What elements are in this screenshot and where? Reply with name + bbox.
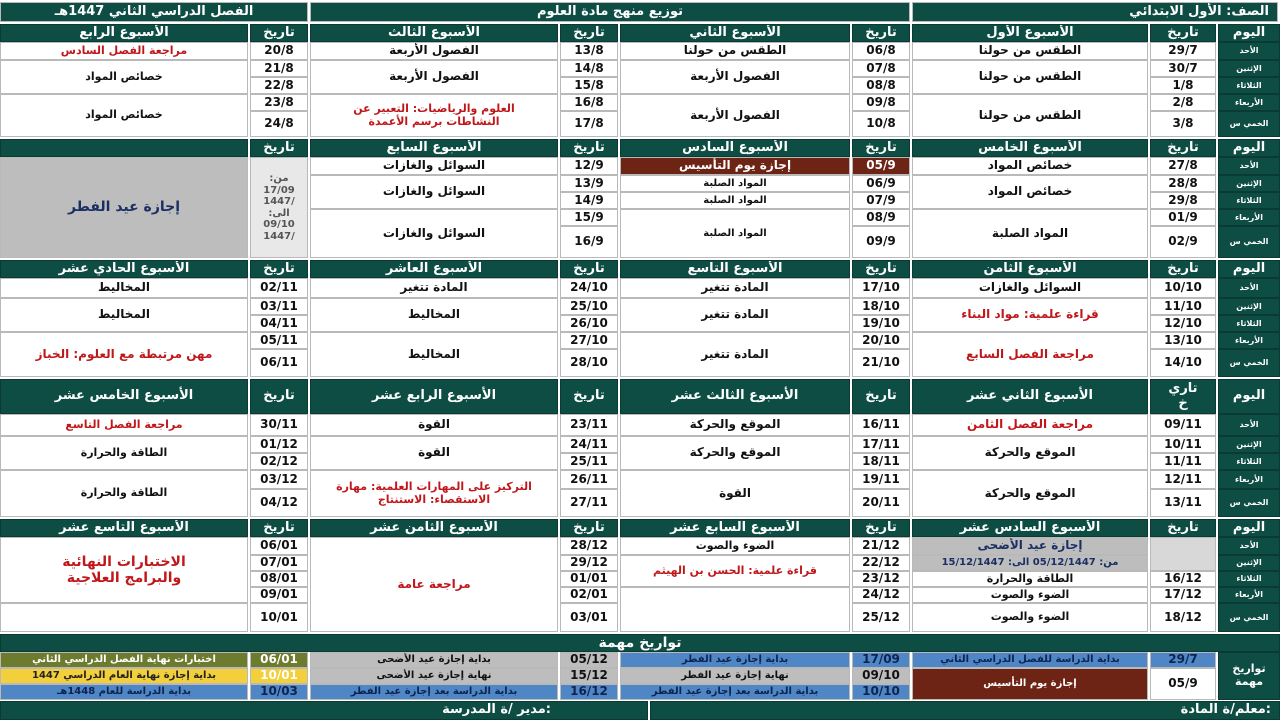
week-title: الأسبوع الرابع عشر: [310, 379, 558, 414]
date-cell: 20/8: [250, 42, 308, 60]
date-header: تاريخ: [560, 379, 618, 414]
lesson-cell: الموقع والحركة: [912, 470, 1148, 517]
day-label: الخمي س: [1218, 489, 1280, 517]
date-cell: 06/01: [250, 537, 308, 555]
date-cell: 24/8: [250, 111, 308, 137]
day-label: الأربعاء: [1218, 209, 1280, 226]
date-header: تاريخ: [250, 379, 308, 414]
lesson-cell: مراجعة الفصل التاسع: [0, 414, 248, 436]
lesson-cell: السوائل والغازات: [310, 157, 558, 175]
important-date: 05/9: [1150, 668, 1216, 700]
important-date: 10/10: [852, 684, 910, 700]
important-date: 29/7: [1150, 652, 1216, 668]
date-cell: 11/10: [1150, 298, 1216, 315]
date-header: تاريخ: [1150, 519, 1216, 537]
lesson-cell: الموقع والحركة: [620, 436, 850, 470]
lesson-cell: قراءة علمية: الحسن بن الهيثم: [620, 555, 850, 587]
date-header: تاريخ: [852, 139, 910, 157]
important-event: اختبارات نهاية الفصل الدراسي الثاني: [0, 652, 248, 668]
day-label: الإثنين: [1218, 555, 1280, 571]
week-title: الأسبوع التاسع عشر: [0, 519, 248, 537]
lesson-cell: الطقس من حولنا: [912, 60, 1148, 94]
date-cell: 13/8: [560, 42, 618, 60]
lesson-cell: المادة تتغير: [620, 278, 850, 298]
date-cell: 10/10: [1150, 278, 1216, 298]
date-cell: 09/11: [1150, 414, 1216, 436]
important-date: 09/10: [852, 668, 910, 684]
date-cell: 03/12: [250, 470, 308, 489]
date-cell: 12/10: [1150, 315, 1216, 332]
date-cell: 06/11: [250, 349, 308, 377]
lesson-cell: الفصول الأربعة: [310, 42, 558, 60]
important-date: 06/01: [250, 652, 308, 668]
day-label: الأربعاء: [1218, 587, 1280, 603]
date-header: تاريخ: [250, 139, 308, 157]
important-event: بداية الدراسة للفصل الدراسي الثاني: [912, 652, 1148, 668]
lesson-cell: المواد الصلبة: [620, 175, 850, 192]
important-event: بداية الدراسة بعد إجازة عيد الفطر: [620, 684, 850, 700]
day-label: الثلاثاء: [1218, 192, 1280, 209]
date-cell: 29/7: [1150, 42, 1216, 60]
week-title: الأسبوع السادس: [620, 139, 850, 157]
day-header: اليوم: [1218, 379, 1280, 414]
day-label: الإثنين: [1218, 60, 1280, 77]
date-cell: 18/10: [852, 298, 910, 315]
lesson-cell: التركيز على المهارات العلمية: مهارة الاستقصاء: الاستنتاج: [310, 470, 558, 517]
date-cell: 04/11: [250, 315, 308, 332]
lesson-cell: الاختبارات النهائية والبرامج العلاجية: [0, 537, 248, 603]
date-cell: 16/8: [560, 94, 618, 111]
date-cell: 02/01: [560, 587, 618, 603]
important-event: نهاية إجازة عيد الفطر: [620, 668, 850, 684]
lesson-cell: السوائل والغازات: [912, 278, 1148, 298]
day-label: الأحد: [1218, 537, 1280, 555]
week-title: الأسبوع الحادي عشر: [0, 260, 248, 278]
date-cell: 22/12: [852, 555, 910, 571]
lesson-cell: خصائص المواد: [912, 175, 1148, 209]
lesson-cell: مهن مرتبطة مع العلوم: الخباز: [0, 332, 248, 377]
lesson-cell: المخاليط: [0, 298, 248, 332]
lesson-cell: القوة: [310, 436, 558, 470]
lesson-cell: المادة تتغير: [620, 332, 850, 377]
lesson-cell: الضوء والصوت: [912, 603, 1148, 632]
date-cell: 02/9: [1150, 226, 1216, 258]
date-cell: 13/9: [560, 175, 618, 192]
week-title: الأسبوع الخامس: [912, 139, 1148, 157]
date-header: تاري خ: [1150, 379, 1216, 414]
date-cell: 2/8: [1150, 94, 1216, 111]
day-label: الإثنين: [1218, 436, 1280, 453]
date-cell: 03/11: [250, 298, 308, 315]
date-cell: 10/11: [1150, 436, 1216, 453]
holiday-cell: إجازة يوم التأسيس: [620, 157, 850, 175]
date-header: تاريخ: [560, 139, 618, 157]
date-cell: 18/12: [1150, 603, 1216, 632]
lesson-cell: الضوء والصوت: [620, 537, 850, 555]
important-date: 17/09: [852, 652, 910, 668]
lesson-cell: المخاليط: [0, 278, 248, 298]
day-header: اليوم: [1218, 260, 1280, 278]
date-cell: 10/8: [852, 111, 910, 137]
date-header: تاريخ: [250, 260, 308, 278]
date-cell: 15/9: [560, 209, 618, 226]
date-header: تاريخ: [250, 519, 308, 537]
date-cell: 26/11: [560, 470, 618, 489]
date-cell: 14/10: [1150, 349, 1216, 377]
date-cell: 25/10: [560, 298, 618, 315]
week-title: الأسبوع الثامن عشر: [310, 519, 558, 537]
lesson-cell: الطقس من حولنا: [620, 42, 850, 60]
date-cell: 27/8: [1150, 157, 1216, 175]
date-cell: 24/12: [852, 587, 910, 603]
date-cell: 02/11: [250, 278, 308, 298]
date-cell: 26/10: [560, 315, 618, 332]
page-title: توزيع منهج مادة العلوم: [310, 2, 910, 22]
day-label: الثلاثاء: [1218, 453, 1280, 470]
date-cell: 03/01: [560, 603, 618, 632]
date-header: تاريخ: [852, 379, 910, 414]
lesson-cell: قراءة علمية: مواد البناء: [912, 298, 1148, 332]
date-header: تاريخ: [1150, 260, 1216, 278]
date-header: تاريخ: [852, 519, 910, 537]
lesson-cell: الفصول الأربعة: [620, 94, 850, 137]
day-label: الإثنين: [1218, 298, 1280, 315]
date-cell: 3/8: [1150, 111, 1216, 137]
date-cell: 23/11: [560, 414, 618, 436]
date-cell: 17/10: [852, 278, 910, 298]
date-cell: 19/10: [852, 315, 910, 332]
lesson-cell: العلوم والرياضيات: التعبير عن النشاطات برسم الأعمدة: [310, 94, 558, 137]
lesson-cell: القوة: [620, 470, 850, 517]
date-cell: 29/8: [1150, 192, 1216, 209]
eid-fitr-dates: من: 17/09 /1447 الى: 09/10 /1447: [250, 157, 308, 258]
date-cell: 13/11: [1150, 489, 1216, 517]
day-label: الخمي س: [1218, 603, 1280, 632]
eid-adha-dates: من: 05/12/1447 الى: 15/12/1447: [912, 555, 1148, 571]
week-title: الأسبوع الثالث عشر: [620, 379, 850, 414]
important-event: بداية إجازة عيد الفطر: [620, 652, 850, 668]
date-cell: 12/9: [560, 157, 618, 175]
holiday-cell: إجازة عيد الفطر: [0, 157, 248, 258]
lesson-cell: القوة: [310, 414, 558, 436]
date-cell: 09/01: [250, 587, 308, 603]
day-label: الإثنين: [1218, 175, 1280, 192]
lesson-cell: السوائل والغازات: [310, 209, 558, 258]
week-title: [0, 139, 248, 157]
date-cell: 25/12: [852, 603, 910, 632]
date-cell: 10/01: [250, 603, 308, 632]
lesson-cell: الطقس من حولنا: [912, 42, 1148, 60]
date-cell-empty: [1150, 537, 1216, 571]
date-header: تاريخ: [560, 519, 618, 537]
date-header: تاريخ: [560, 24, 618, 42]
week-title: الأسبوع الثامن: [912, 260, 1148, 278]
date-cell: 23/12: [852, 571, 910, 587]
date-cell: 24/11: [560, 436, 618, 453]
important-event: بداية الدراسة بعد إجازة عيد الفطر: [310, 684, 558, 700]
lesson-cell: المخاليط: [310, 298, 558, 332]
date-cell: 11/11: [1150, 453, 1216, 470]
lesson-cell-empty: [0, 603, 248, 632]
lesson-cell: المواد الصلبة: [912, 209, 1148, 258]
lesson-cell: الطقس من حولنا: [912, 94, 1148, 137]
lesson-cell: مراجعة الفصل السادس: [0, 42, 248, 60]
grade-label: الصف: الأول الابتدائي: [912, 2, 1278, 22]
date-cell: 16/9: [560, 226, 618, 258]
date-cell: 24/10: [560, 278, 618, 298]
lesson-cell: المخاليط: [310, 332, 558, 377]
date-cell: 06/9: [852, 175, 910, 192]
day-label: الأحد: [1218, 157, 1280, 175]
date-cell: 21/8: [250, 60, 308, 77]
date-cell: 28/10: [560, 349, 618, 377]
lesson-cell: الطاقة والحرارة: [0, 436, 248, 470]
date-header: تاريخ: [1150, 139, 1216, 157]
day-label: الخمي س: [1218, 349, 1280, 377]
week-title: الأسبوع الثالث: [310, 24, 558, 42]
important-date: 05/12: [560, 652, 618, 668]
date-cell: 17/8: [560, 111, 618, 137]
lesson-cell: مراجعة الفصل السابع: [912, 332, 1148, 377]
day-header: اليوم: [1218, 519, 1280, 537]
day-label: الأحد: [1218, 278, 1280, 298]
term-label: الفصل الدراسي الثاني 1447هـ: [0, 2, 308, 22]
date-cell: 25/11: [560, 453, 618, 470]
date-cell: 12/11: [1150, 470, 1216, 489]
week-title: الأسبوع العاشر: [310, 260, 558, 278]
day-label: الثلاثاء: [1218, 77, 1280, 94]
date-cell: 28/8: [1150, 175, 1216, 192]
date-cell: 19/11: [852, 470, 910, 489]
lesson-cell: خصائص المواد: [912, 157, 1148, 175]
teacher-signature-label: معلم/ة المادة:: [650, 701, 1280, 720]
date-cell: 27/11: [560, 489, 618, 517]
date-cell: 05/11: [250, 332, 308, 349]
week-title: الأسبوع السابع: [310, 139, 558, 157]
date-cell: 09/8: [852, 94, 910, 111]
lesson-cell: خصائص المواد: [0, 60, 248, 94]
date-header: تاريخ: [1150, 24, 1216, 42]
date-cell: 05/9: [852, 157, 910, 175]
lesson-cell: الطاقة والحرارة: [912, 571, 1148, 587]
lesson-cell: المواد الصلبة: [620, 209, 850, 258]
lesson-cell: المواد الصلبة: [620, 192, 850, 209]
holiday-cell: إجازة عيد الأضحى: [912, 537, 1148, 555]
week-title: الأسبوع التاسع: [620, 260, 850, 278]
date-cell: 30/11: [250, 414, 308, 436]
lesson-cell: الطاقة والحرارة: [0, 470, 248, 517]
day-label: الخمي س: [1218, 226, 1280, 258]
date-cell: 09/9: [852, 226, 910, 258]
week-title: الأسبوع السادس عشر: [912, 519, 1148, 537]
date-cell: 1/8: [1150, 77, 1216, 94]
important-dates-side-label: تواريخ مهمة: [1218, 652, 1280, 700]
date-cell: 14/9: [560, 192, 618, 209]
date-cell: 07/01: [250, 555, 308, 571]
date-header: تاريخ: [852, 24, 910, 42]
date-cell: 02/12: [250, 453, 308, 470]
important-date: 10/03: [250, 684, 308, 700]
date-cell: 17/11: [852, 436, 910, 453]
important-event: إجازة يوم التأسيس: [912, 668, 1148, 700]
important-event: بداية الدراسة للعام 1448هـ: [0, 684, 248, 700]
date-cell: 17/12: [1150, 587, 1216, 603]
day-label: الأحد: [1218, 42, 1280, 60]
day-header: اليوم: [1218, 139, 1280, 157]
date-cell: 06/8: [852, 42, 910, 60]
date-cell: 28/12: [560, 537, 618, 555]
important-event: بداية إجازة عيد الأضحى: [310, 652, 558, 668]
lesson-cell: الفصول الأربعة: [620, 60, 850, 94]
important-date: 16/12: [560, 684, 618, 700]
lesson-cell: المادة تتغير: [620, 298, 850, 332]
date-cell: 21/10: [852, 349, 910, 377]
lesson-cell: السوائل والغازات: [310, 175, 558, 209]
lesson-cell: الضوء والصوت: [912, 587, 1148, 603]
date-cell: 08/8: [852, 77, 910, 94]
date-header: تاريخ: [250, 24, 308, 42]
date-header: تاريخ: [852, 260, 910, 278]
date-cell: 27/10: [560, 332, 618, 349]
day-label: الثلاثاء: [1218, 571, 1280, 587]
week-title: الأسبوع الأول: [912, 24, 1148, 42]
date-cell: 01/9: [1150, 209, 1216, 226]
principal-signature-label: مدير /ة المدرسة:: [0, 701, 648, 720]
date-cell: 04/12: [250, 489, 308, 517]
lesson-cell: الموقع والحركة: [620, 414, 850, 436]
day-label: الخمي س: [1218, 111, 1280, 137]
lesson-cell: المادة تتغير: [310, 278, 558, 298]
lesson-cell: مراجعة الفصل الثامن: [912, 414, 1148, 436]
lesson-cell: مراجعة عامة: [310, 537, 558, 632]
date-cell: 13/10: [1150, 332, 1216, 349]
date-cell: 22/8: [250, 77, 308, 94]
lesson-cell-empty: [620, 587, 850, 632]
date-cell: 16/12: [1150, 571, 1216, 587]
date-cell: 07/8: [852, 60, 910, 77]
date-header: تاريخ: [560, 260, 618, 278]
date-cell: 29/12: [560, 555, 618, 571]
week-title: الأسبوع الثاني عشر: [912, 379, 1148, 414]
date-cell: 14/8: [560, 60, 618, 77]
week-title: الأسبوع الرابع: [0, 24, 248, 42]
lesson-cell: الموقع والحركة: [912, 436, 1148, 470]
day-label: الأربعاء: [1218, 94, 1280, 111]
date-cell: 01/12: [250, 436, 308, 453]
important-event: بداية إجازة نهاية العام الدراسي 1447: [0, 668, 248, 684]
important-date: 10/01: [250, 668, 308, 684]
date-cell: 08/01: [250, 571, 308, 587]
date-cell: 18/11: [852, 453, 910, 470]
important-date: 15/12: [560, 668, 618, 684]
day-label: الأحد: [1218, 414, 1280, 436]
week-title: الأسبوع السابع عشر: [620, 519, 850, 537]
lesson-cell: الفصول الأربعة: [310, 60, 558, 94]
week-title: الأسبوع الخامس عشر: [0, 379, 248, 414]
date-cell: 20/10: [852, 332, 910, 349]
lesson-cell: خصائص المواد: [0, 94, 248, 137]
date-cell: 20/11: [852, 489, 910, 517]
day-label: الثلاثاء: [1218, 315, 1280, 332]
date-cell: 07/9: [852, 192, 910, 209]
date-cell: 23/8: [250, 94, 308, 111]
important-event: نهاية إجازة عيد الأضحى: [310, 668, 558, 684]
date-cell: 08/9: [852, 209, 910, 226]
day-label: الأربعاء: [1218, 332, 1280, 349]
date-cell: 21/12: [852, 537, 910, 555]
day-header: اليوم: [1218, 24, 1280, 42]
date-cell: 16/11: [852, 414, 910, 436]
date-cell: 15/8: [560, 77, 618, 94]
date-cell: 01/01: [560, 571, 618, 587]
date-cell: 30/7: [1150, 60, 1216, 77]
important-dates-title: تواريخ مهمة: [0, 634, 1280, 652]
day-label: الأربعاء: [1218, 470, 1280, 489]
week-title: الأسبوع الثاني: [620, 24, 850, 42]
